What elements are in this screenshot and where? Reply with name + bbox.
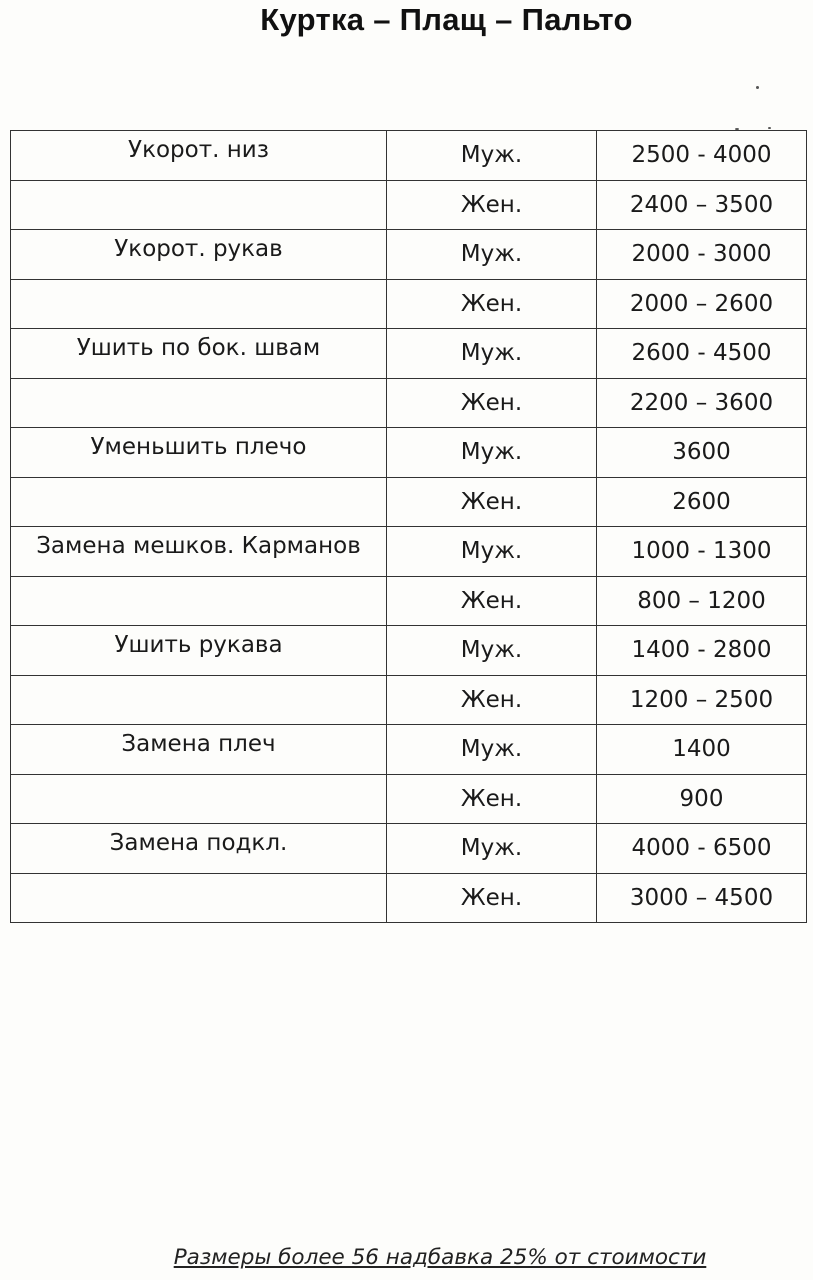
table-row (11, 428, 807, 478)
gender-cell: Жен. (387, 576, 597, 626)
scan-speck (768, 127, 771, 129)
service-cell: Замена плеч (11, 725, 387, 775)
gender-cell: Жен. (387, 873, 597, 923)
table-row (11, 378, 807, 428)
table-row (11, 477, 807, 527)
gender-cell: Муж. (387, 230, 597, 280)
table-row (11, 329, 807, 379)
table-row (11, 873, 807, 923)
price-cell: 3000 – 4500 (597, 873, 807, 923)
gender-cell: Жен. (387, 378, 597, 428)
price-cell: 2400 – 3500 (597, 180, 807, 230)
price-table (10, 130, 807, 923)
price-cell: 2600 (597, 477, 807, 527)
table-row (11, 774, 807, 824)
service-cell (11, 576, 387, 626)
table-row (11, 527, 807, 577)
table-row (11, 230, 807, 280)
gender-cell: Муж. (387, 725, 597, 775)
price-cell: 4000 - 6500 (597, 824, 807, 874)
price-cell: 1200 – 2500 (597, 675, 807, 725)
table-row (11, 626, 807, 676)
service-cell: Уменьшить плечо (11, 428, 387, 478)
table-row (11, 824, 807, 874)
service-cell (11, 378, 387, 428)
gender-cell: Жен. (387, 180, 597, 230)
gender-cell: Жен. (387, 774, 597, 824)
gender-cell: Муж. (387, 824, 597, 874)
service-cell: Замена подкл. (11, 824, 387, 874)
page-title: Куртка – Плащ – Пальто (260, 2, 633, 37)
price-cell: 900 (597, 774, 807, 824)
scan-speck (756, 86, 759, 89)
gender-cell: Муж. (387, 626, 597, 676)
size-surcharge-note: Размеры более 56 надбавка 25% от стоимости (173, 1245, 707, 1270)
service-cell (11, 873, 387, 923)
gender-cell: Жен. (387, 279, 597, 329)
service-cell (11, 279, 387, 329)
table-row (11, 279, 807, 329)
service-cell: Укорот. низ (11, 131, 387, 181)
service-cell: Укорот. рукав (11, 230, 387, 280)
table-row (11, 675, 807, 725)
price-cell: 2000 - 3000 (597, 230, 807, 280)
gender-cell: Муж. (387, 527, 597, 577)
price-cell: 3600 (597, 428, 807, 478)
price-cell: 2200 – 3600 (597, 378, 807, 428)
gender-cell: Жен. (387, 477, 597, 527)
service-cell (11, 675, 387, 725)
gender-cell: Жен. (387, 675, 597, 725)
price-cell: 1000 - 1300 (597, 527, 807, 577)
price-cell: 1400 (597, 725, 807, 775)
table-row (11, 725, 807, 775)
table-row (11, 180, 807, 230)
price-table-body (11, 131, 807, 923)
price-cell: 800 – 1200 (597, 576, 807, 626)
table-row (11, 131, 807, 181)
gender-cell: Муж. (387, 131, 597, 181)
gender-cell: Муж. (387, 428, 597, 478)
scan-speck (735, 128, 739, 130)
service-cell (11, 180, 387, 230)
price-cell: 2500 - 4000 (597, 131, 807, 181)
service-cell (11, 477, 387, 527)
service-cell: Ушить рукава (11, 626, 387, 676)
table-row (11, 576, 807, 626)
service-cell: Ушить по бок. швам (11, 329, 387, 379)
service-cell: Замена мешков. Карманов (11, 527, 387, 577)
price-cell: 1400 - 2800 (597, 626, 807, 676)
price-cell: 2000 – 2600 (597, 279, 807, 329)
price-cell: 2600 - 4500 (597, 329, 807, 379)
gender-cell: Муж. (387, 329, 597, 379)
service-cell (11, 774, 387, 824)
